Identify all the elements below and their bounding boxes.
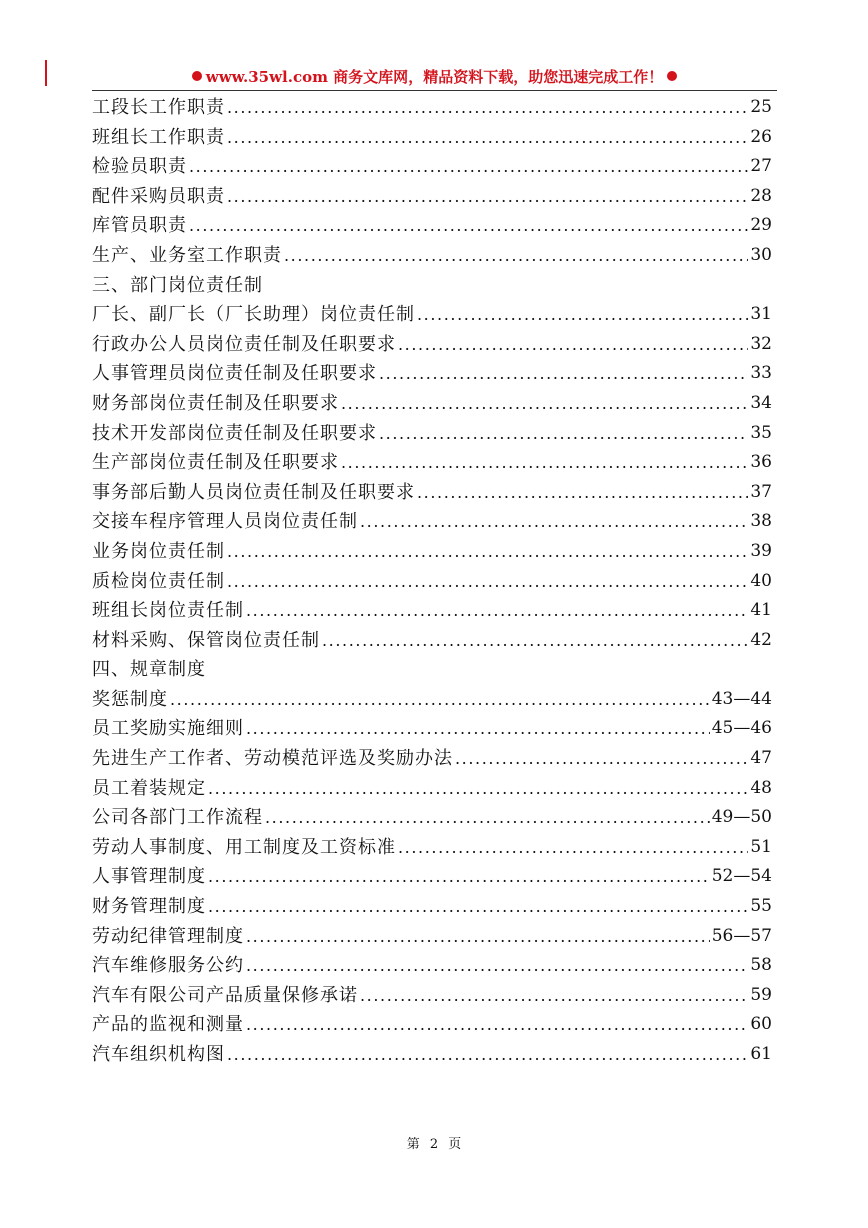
toc-entry <box>92 803 772 833</box>
toc-entry-page: 27 <box>750 156 772 177</box>
toc-dot-leader <box>189 152 748 182</box>
toc-entry-page: 61 <box>750 1044 772 1064</box>
toc-entry <box>92 922 772 952</box>
toc-dot-leader <box>246 922 710 952</box>
toc-entry-page: 33 <box>750 363 772 384</box>
toc-entry-page: 36 <box>750 452 772 473</box>
toc-entry-page: 47 <box>750 748 772 769</box>
toc-entry-title: 交接车程序管理人员岗位责任制 <box>92 511 358 533</box>
toc-dot-leader <box>170 685 710 715</box>
toc-entry <box>92 596 772 626</box>
toc-entry-page: 43—44 <box>711 688 772 709</box>
toc-dot-leader <box>341 389 748 419</box>
toc-entry <box>92 182 772 212</box>
toc-entry-title: 库管员职责 <box>92 215 187 237</box>
toc-entry-title: 材料采购、保管岗位责任制 <box>92 629 320 651</box>
toc-entry-title: 劳动纪律管理制度 <box>92 925 244 947</box>
toc-dot-leader <box>417 478 748 508</box>
toc-dot-leader <box>398 833 748 863</box>
toc-entry-page: 49—50 <box>711 807 772 828</box>
toc-entry-title: 配件采购员职责 <box>92 185 225 207</box>
toc-entry <box>92 152 772 182</box>
toc-entry-title: 班组长岗位责任制 <box>92 600 244 622</box>
toc-entry <box>92 862 772 892</box>
toc-dot-leader <box>417 300 748 330</box>
bullet-right-icon <box>667 71 677 81</box>
toc-entry-title: 质检岗位责任制 <box>92 570 225 592</box>
page-number: 第 2 页 <box>406 1137 462 1152</box>
toc-dot-leader <box>379 359 748 389</box>
toc-dot-leader <box>227 93 748 123</box>
toc-entry <box>92 93 772 123</box>
toc-entry <box>92 951 772 981</box>
toc-entry <box>92 448 772 478</box>
toc-entry <box>92 981 772 1011</box>
toc-dot-leader <box>360 981 748 1011</box>
toc-entry <box>92 478 772 508</box>
toc-entry-page: 31 <box>750 304 772 325</box>
toc-entry <box>92 892 772 922</box>
toc-entry-page: 28 <box>750 185 772 206</box>
toc-dot-leader <box>189 211 748 241</box>
toc-dot-leader <box>208 892 748 922</box>
toc-entry-page: 41 <box>750 600 772 621</box>
toc-entry-page: 39 <box>750 540 772 561</box>
toc-entry-title: 班组长工作职责 <box>92 126 225 148</box>
toc-entry <box>92 626 772 656</box>
toc-dot-leader <box>455 744 748 774</box>
section-heading-3: 三、部门岗位责任制 <box>92 274 263 296</box>
toc-entry-page: 51 <box>750 836 772 857</box>
toc-entry-title: 生产部岗位责任制及任职要求 <box>92 452 339 474</box>
toc-entry <box>92 685 772 715</box>
toc-dot-leader <box>227 567 748 597</box>
toc-entry-title: 财务部岗位责任制及任职要求 <box>92 392 339 414</box>
toc-entry-title: 工段长工作职责 <box>92 97 225 118</box>
toc-entry-title: 公司各部门工作流程 <box>92 807 263 829</box>
toc-entry-page: 58 <box>750 955 772 976</box>
toc-entry <box>92 300 772 330</box>
toc-entry-page: 42 <box>750 629 772 650</box>
toc-entry <box>92 419 772 449</box>
toc-entry <box>92 241 772 271</box>
toc-dot-leader <box>246 714 710 744</box>
bullet-left-icon <box>192 71 202 81</box>
toc-entry-page: 35 <box>750 422 772 443</box>
toc-group-1 <box>92 93 772 271</box>
banner-text: www.35wl.com 商务文库网，精品资料下载，助您迅速完成工作！ <box>205 67 664 86</box>
toc-entry-page: 38 <box>750 511 772 532</box>
toc-entry-title: 员工着装规定 <box>92 777 206 799</box>
toc-entry-title: 员工奖励实施细则 <box>92 718 244 740</box>
toc-entry-page: 25 <box>750 97 772 117</box>
toc-entry <box>92 567 772 597</box>
toc-dot-leader <box>341 448 748 478</box>
toc-entry-title: 技术开发部岗位责任制及任职要求 <box>92 422 377 444</box>
toc-entry-title: 事务部后勤人员岗位责任制及任职要求 <box>92 481 415 503</box>
toc-entry <box>92 123 772 153</box>
toc-entry-title: 汽车组织机构图 <box>92 1044 225 1065</box>
toc-entry-title: 厂长、副厂长（厂长助理）岗位责任制 <box>92 304 415 326</box>
toc-entry-title: 检验员职责 <box>92 156 187 178</box>
toc-dot-leader <box>265 803 710 833</box>
toc-entry-page: 30 <box>750 244 772 265</box>
toc-entry-title: 行政办公人员岗位责任制及任职要求 <box>92 333 396 355</box>
toc-entry <box>92 389 772 419</box>
toc-entry-page: 52—54 <box>711 866 772 887</box>
toc-entry-title: 财务管理制度 <box>92 896 206 918</box>
toc-dot-leader <box>227 537 748 567</box>
toc-entry <box>92 744 772 774</box>
toc-entry <box>92 507 772 537</box>
toc-entry-title: 生产、业务室工作职责 <box>92 244 282 266</box>
toc-entry-page: 26 <box>750 126 772 147</box>
toc-entry-page: 29 <box>750 215 772 236</box>
toc-dot-leader <box>379 419 748 449</box>
toc-entry-title: 产品的监视和测量 <box>92 1014 244 1036</box>
toc-entry-title: 业务岗位责任制 <box>92 540 225 562</box>
table-of-contents <box>92 93 772 1070</box>
toc-entry <box>92 774 772 804</box>
toc-entry-title: 人事管理制度 <box>92 866 206 888</box>
toc-entry-page: 45—46 <box>711 718 772 739</box>
header-banner <box>92 62 777 91</box>
toc-entry-page: 32 <box>750 333 772 354</box>
toc-entry-title: 汽车维修服务公约 <box>92 955 244 977</box>
toc-entry-title: 人事管理员岗位责任制及任职要求 <box>92 363 377 385</box>
toc-entry-page: 34 <box>750 392 772 413</box>
toc-dot-leader <box>227 182 748 212</box>
toc-entry <box>92 359 772 389</box>
toc-group-3 <box>92 685 772 1070</box>
toc-dot-leader <box>246 951 748 981</box>
toc-entry-title: 先进生产工作者、劳动模范评选及奖励办法 <box>92 748 453 770</box>
margin-mark <box>45 60 47 86</box>
toc-dot-leader <box>208 862 710 892</box>
toc-dot-leader <box>398 330 748 360</box>
toc-dot-leader <box>246 1010 748 1040</box>
toc-entry <box>92 1040 772 1070</box>
toc-entry-page: 48 <box>750 777 772 798</box>
toc-entry-page: 55 <box>750 896 772 917</box>
toc-entry <box>92 833 772 863</box>
toc-entry <box>92 330 772 360</box>
toc-entry <box>92 1010 772 1040</box>
toc-entry-page: 59 <box>750 984 772 1005</box>
toc-dot-leader <box>208 774 748 804</box>
toc-dot-leader <box>227 1040 748 1070</box>
toc-entry <box>92 714 772 744</box>
toc-dot-leader <box>227 123 748 153</box>
toc-dot-leader <box>360 507 748 537</box>
section-heading-4: 四、规章制度 <box>92 659 206 681</box>
toc-entry-page: 60 <box>750 1014 772 1035</box>
toc-entry-page: 40 <box>750 570 772 591</box>
toc-entry-title: 劳动人事制度、用工制度及工资标准 <box>92 836 396 858</box>
toc-entry-page: 56—57 <box>711 925 772 946</box>
toc-dot-leader <box>322 626 748 656</box>
toc-entry <box>92 211 772 241</box>
toc-entry <box>92 537 772 567</box>
toc-dot-leader <box>246 596 748 626</box>
toc-dot-leader <box>284 241 748 271</box>
toc-group-2 <box>92 300 772 655</box>
toc-entry-title: 汽车有限公司产品质量保修承诺 <box>92 984 358 1006</box>
toc-entry-page: 37 <box>750 481 772 502</box>
toc-entry-title: 奖惩制度 <box>92 688 168 710</box>
